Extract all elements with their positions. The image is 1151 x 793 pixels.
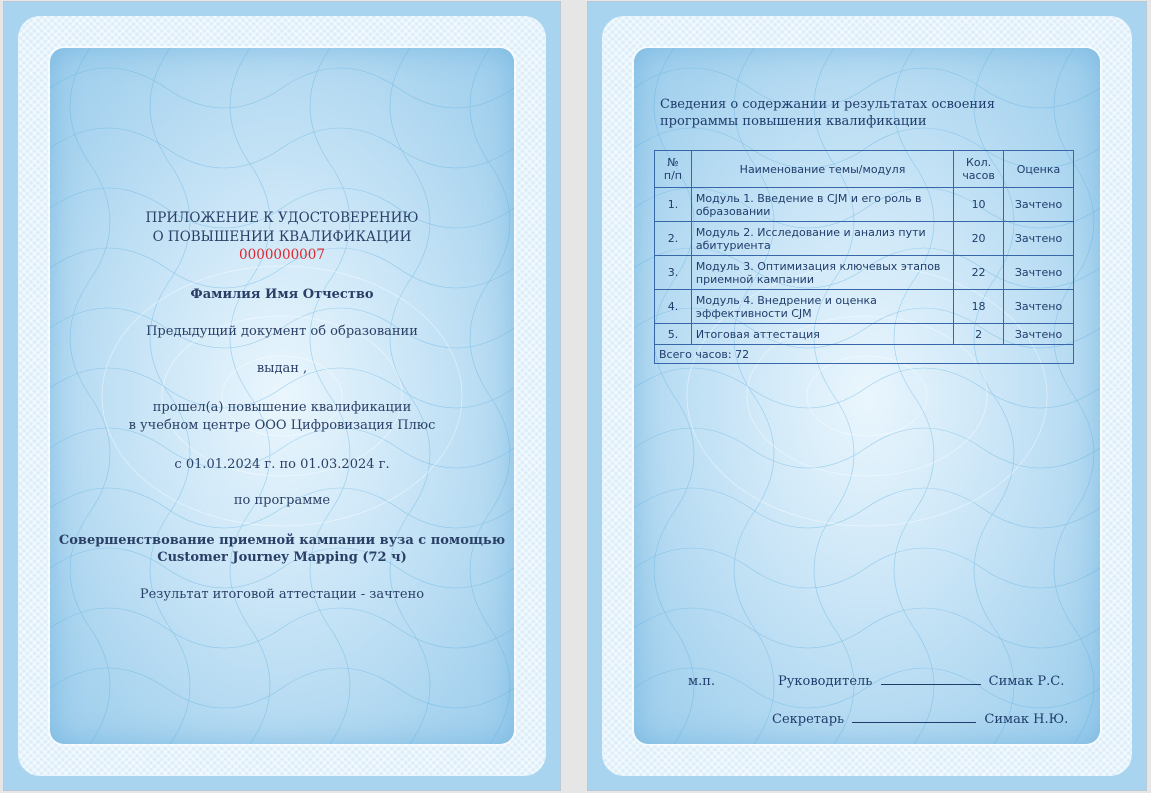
head-label: Руководитель [778,674,873,689]
appendix-title-line2: О ПОВЫШЕНИИ КВАЛИФИКАЦИИ [152,229,412,245]
secretary-name: Симак Н.Ю. [984,712,1069,727]
secretary-signature-row [772,712,1068,727]
training-line2: в учебном центре ООО Цифровизация Плюс [128,418,436,433]
content-heading [660,96,1020,130]
header-number-line1: № [667,156,679,169]
modules-table [654,150,1074,364]
content-heading-line1: Сведения о содержании и результатах освоения [660,97,995,112]
secretary-label: Секретарь [772,712,845,727]
previous-document: Предыдущий документ об образовании [146,324,418,339]
row-number: 2. [655,222,692,256]
row-hours: 2 [954,324,1004,345]
row-module-name: Модуль 2. Исследование и анализ пути абитуриента [691,222,953,256]
program-name-line2: Customer Journey Mapping (72 ч) [157,550,407,565]
table-header-row [655,151,1074,188]
row-hours: 22 [954,256,1004,290]
full-name: Фамилия Имя Отчество [190,287,374,302]
stamp-placeholder: м.п. [688,674,716,689]
program-label: по программе [233,493,331,508]
table-row [655,324,1074,345]
row-module-name: Модуль 3. Оптимизация ключевых этапов приемной кампании [691,256,953,290]
row-number: 5. [655,324,692,345]
training-period: с 01.01.2024 г. по 01.03.2024 г. [174,457,390,472]
table-row [655,222,1074,256]
table-row [655,256,1074,290]
row-grade: Зачтено [1004,324,1074,345]
header-grade: Оценка [1004,151,1074,188]
row-hours: 20 [954,222,1004,256]
secretary-signature-line [852,722,976,723]
certificate-number: 0000000007 [239,247,325,263]
head-signature-line [881,684,981,685]
row-module-name: Модуль 4. Внедрение и оценка эффективности CJM [691,290,953,324]
row-number: 4. [655,290,692,324]
row-module-name: Итоговая аттестация [691,324,953,345]
issued-text: выдан , [256,361,308,376]
row-module-name: Модуль 1. Введение в CJM и его роль в образовании [691,188,953,222]
header-hours-line1: Кол. [966,156,992,169]
head-signature-row [778,674,1064,689]
row-grade: Зачтено [1004,188,1074,222]
row-grade: Зачтено [1004,256,1074,290]
appendix-title-line1: ПРИЛОЖЕНИЕ К УДОСТОВЕРЕНИЮ [145,210,419,226]
table-row [655,188,1074,222]
header-module-name: Наименование темы/модуля [691,151,953,188]
header-number [655,151,692,188]
content-heading-line2: программы повышения квалификации [660,114,927,129]
table-total-row [655,345,1074,364]
header-hours-line2: часов [962,169,995,182]
attestation-result: Результат итоговой аттестации - зачтено [139,587,425,602]
training-line1: прошел(а) повышение квалификации [152,400,412,415]
program-name-line1: Совершенствование приемной кампании вуза с помощью [58,533,506,548]
row-number: 3. [655,256,692,290]
header-number-line2: п/п [663,169,682,182]
row-grade: Зачтено [1004,290,1074,324]
head-name: Симак Р.С. [988,674,1065,689]
row-number: 1. [655,188,692,222]
table-row [655,290,1074,324]
certificate-appendix-page-right [588,2,1146,790]
certificate-appendix-page-left [4,2,560,790]
row-grade: Зачтено [1004,222,1074,256]
total-hours: Всего часов: 72 [655,345,1074,364]
row-hours: 10 [954,188,1004,222]
header-hours [954,151,1004,188]
row-hours: 18 [954,290,1004,324]
